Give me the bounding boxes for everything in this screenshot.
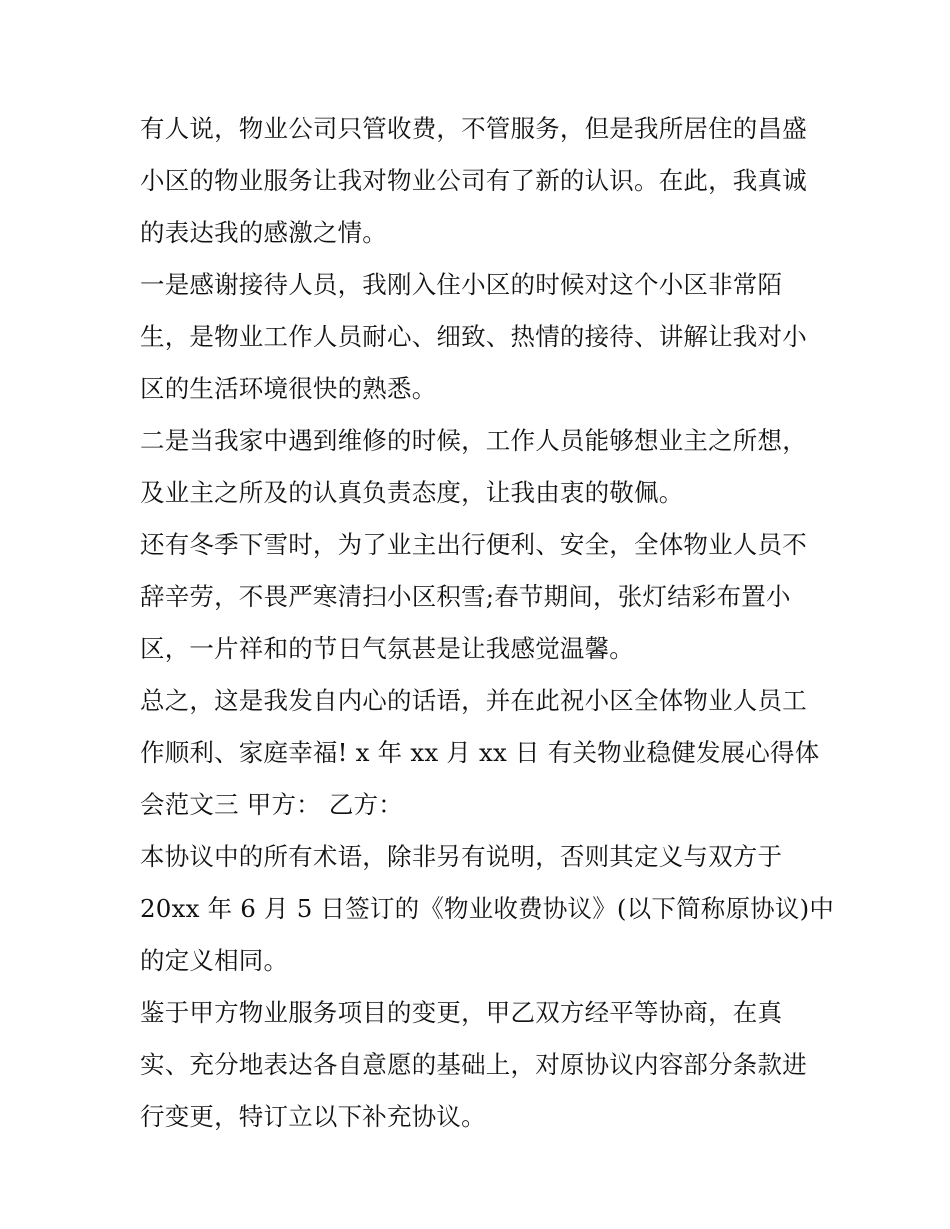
document-body <box>140 103 835 1143</box>
text-line: 会范文三 甲方： 乙方： <box>140 790 403 819</box>
text-line: 及业主之所及的认真负责态度，让我由衷的敬佩。 <box>140 478 684 507</box>
text-line: 行变更，特订立以下补充协议。 <box>140 1102 486 1131</box>
text-line: 的表达我的感激之情。 <box>140 218 387 247</box>
text-line: 20xx 年 6 月 5 日签订的《物业收费协议》(以下简称原协议)中 <box>140 894 835 923</box>
text-line: 生，是物业工作人员耐心、细致、热情的接待、讲解让我对小 <box>140 322 807 351</box>
text-line: 小区的物业服务让我对物业公司有了新的认识。在此，我真诚 <box>140 166 807 195</box>
text-line: 有人说，物业公司只管收费，不管服务，但是我所居住的昌盛 <box>140 114 807 143</box>
text-line: 辞辛劳，不畏严寒清扫小区积雪;春节期间，张灯结彩布置小 <box>140 582 791 611</box>
text-line: 一是感谢接待人员，我刚入住小区的时候对这个小区非常陌 <box>140 270 783 299</box>
text-line: 区，一片祥和的节日气氛甚是让我感觉温馨。 <box>140 634 634 663</box>
text-line: 还有冬季下雪时，为了业主出行便利、安全，全体物业人员不 <box>140 530 807 559</box>
text-line: 实、充分地表达各自意愿的基础上，对原协议内容部分条款进 <box>140 1050 807 1079</box>
text-line: 的定义相同。 <box>140 946 289 975</box>
text-line: 本协议中的所有术语，除非另有说明，否则其定义与双方于 <box>140 842 783 871</box>
text-line: 二是当我家中遇到维修的时候，工作人员能够想业主之所想， <box>140 426 807 455</box>
text-line: 区的生活环境很快的熟悉。 <box>140 374 437 403</box>
text-line: 作顺利、家庭幸福! x 年 xx 月 xx 日 有关物业稳健发展心得体 <box>140 738 820 767</box>
text-line: 鉴于甲方物业服务项目的变更，甲乙双方经平等协商，在真 <box>140 998 783 1027</box>
text-line: 总之，这是我发自内心的话语，并在此祝小区全体物业人员工 <box>140 686 807 715</box>
